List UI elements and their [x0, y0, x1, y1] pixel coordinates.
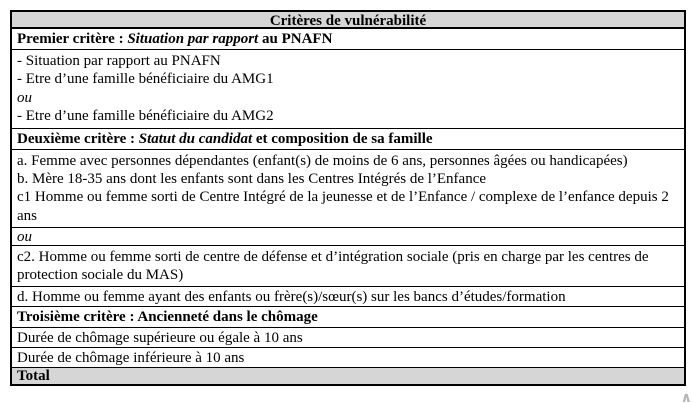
criterion2-label-italic: Statut du candidat [138, 130, 253, 147]
criterion2-item-c2-row: c2. Homme ou femme sorti de centre de défense et d’intégration sociale (pris en charge par les centres de protection sociale du MAS) [12, 246, 684, 287]
criterion1-header-row [12, 29, 684, 50]
table-title: Critères de vulnérabilité [269, 13, 427, 29]
table-title-row [12, 12, 684, 29]
criterion1-label-prefix: Premier critère : [17, 31, 128, 47]
criterion3-item-ge10-row: Durée de chômage supérieure ou égale à 10 ans [12, 328, 684, 348]
criterion2-header-row [12, 129, 684, 150]
criterion1-label-suffix: au PNAFN [258, 31, 333, 47]
criterion1-or-label: ou [17, 89, 32, 106]
criterion2-item-d-row: d. Homme ou femme ayant des enfants ou frère(s)/sœur(s) sur les bancs d’études/formation [12, 287, 684, 307]
criterion1-label-italic: Situation par rapport [127, 31, 259, 47]
criterion2-item-a: a. Femme avec personnes dépendantes (enfant(s) de moins de 6 ans, personnes âgées ou handicapées) [17, 152, 628, 169]
criterion1-item-amg1: - Etre d’une famille bénéficiaire du AMG1 [17, 71, 274, 88]
criterion1-item-amg2: - Etre d’une famille bénéficiaire du AMG2 [17, 108, 274, 125]
criterion2-item-b: b. Mère 18-35 ans dont les enfants sont dans les Centres Intégrés de l’Enfance [17, 171, 487, 188]
vulnerability-criteria-table [10, 10, 686, 386]
criterion1-items-cell [12, 50, 684, 129]
criterion3-header-row: Troisième critère : Ancienneté dans le chômage [12, 307, 684, 328]
criterion2-label-prefix: Deuxième critère : [17, 130, 139, 147]
criterion2-label-suffix: et composition de sa famille [252, 130, 433, 147]
total-row: Total [12, 368, 684, 384]
caret-watermark: ∧ [680, 390, 692, 404]
criterion2-item-c1: c1 Homme ou femme sorti de Centre Intégré de la jeunesse et de l’Enfance / complexe de l’enfance depuis 2 ans [17, 189, 669, 224]
criterion2-items-abc1-cell [12, 150, 684, 229]
criterion1-item-pnafn: - Situation par rapport au PNAFN [17, 53, 221, 69]
criterion2-or-row: ou [12, 228, 684, 246]
criterion3-item-lt10-row: Durée de chômage inférieure à 10 ans [12, 348, 684, 368]
